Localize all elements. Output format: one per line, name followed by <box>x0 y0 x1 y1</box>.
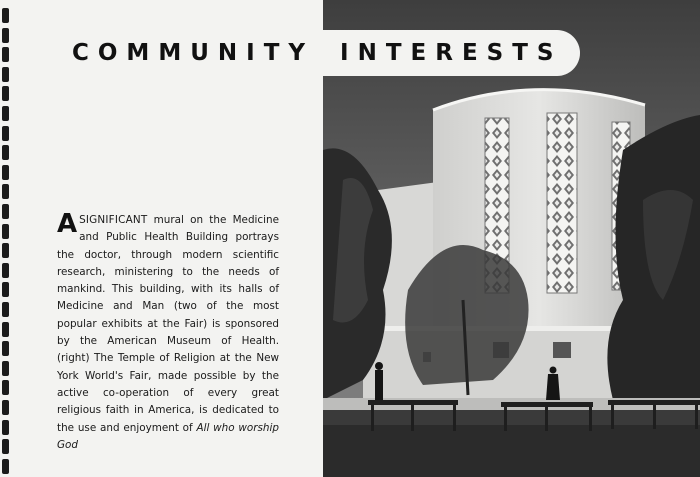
lead-word: SIGNIFICANT <box>79 214 148 226</box>
binding-hole <box>2 126 9 141</box>
binding-hole <box>2 165 9 180</box>
binding-hole <box>2 184 9 199</box>
binding-hole <box>2 361 9 376</box>
binding-hole <box>2 67 9 82</box>
binding-hole <box>2 459 9 474</box>
title-word-interests: INTERESTS <box>340 40 563 66</box>
binding-hole <box>2 282 9 297</box>
binding-hole <box>2 28 9 43</box>
binding-hole <box>2 86 9 101</box>
spiral-binding <box>2 0 10 477</box>
article-closing: All who worship God <box>57 421 279 451</box>
binding-hole <box>2 302 9 317</box>
binding-hole <box>2 224 9 239</box>
binding-hole <box>2 8 9 23</box>
binding-hole <box>2 47 9 62</box>
drop-cap: A <box>57 209 78 239</box>
binding-hole <box>2 243 9 258</box>
binding-hole <box>2 145 9 160</box>
binding-hole <box>2 341 9 356</box>
title-word-community: COMMUNITY <box>72 40 315 66</box>
binding-hole <box>2 439 9 454</box>
binding-hole <box>2 380 9 395</box>
binding-hole <box>2 263 9 278</box>
binding-hole <box>2 204 9 219</box>
binding-hole <box>2 420 9 435</box>
binding-hole <box>2 400 9 415</box>
binding-hole <box>2 106 9 121</box>
binding-hole <box>2 322 9 337</box>
page-title <box>72 36 563 70</box>
article-body: mural on the Medicine and Public Health Building portrays the doctor, through modern scientific research, ministering to the needs of mankind. This building, with its halls of Medicine and Man (two of the most popular exhibits at the Fair) is sponsored by the American Museum of Health. (right) The Temple of Religion at the New York World's Fair, made possible by the active co-operation of every great religious faith in America, is dedicated to the use and enjoyment of <box>57 214 279 434</box>
article-paragraph <box>57 209 279 454</box>
